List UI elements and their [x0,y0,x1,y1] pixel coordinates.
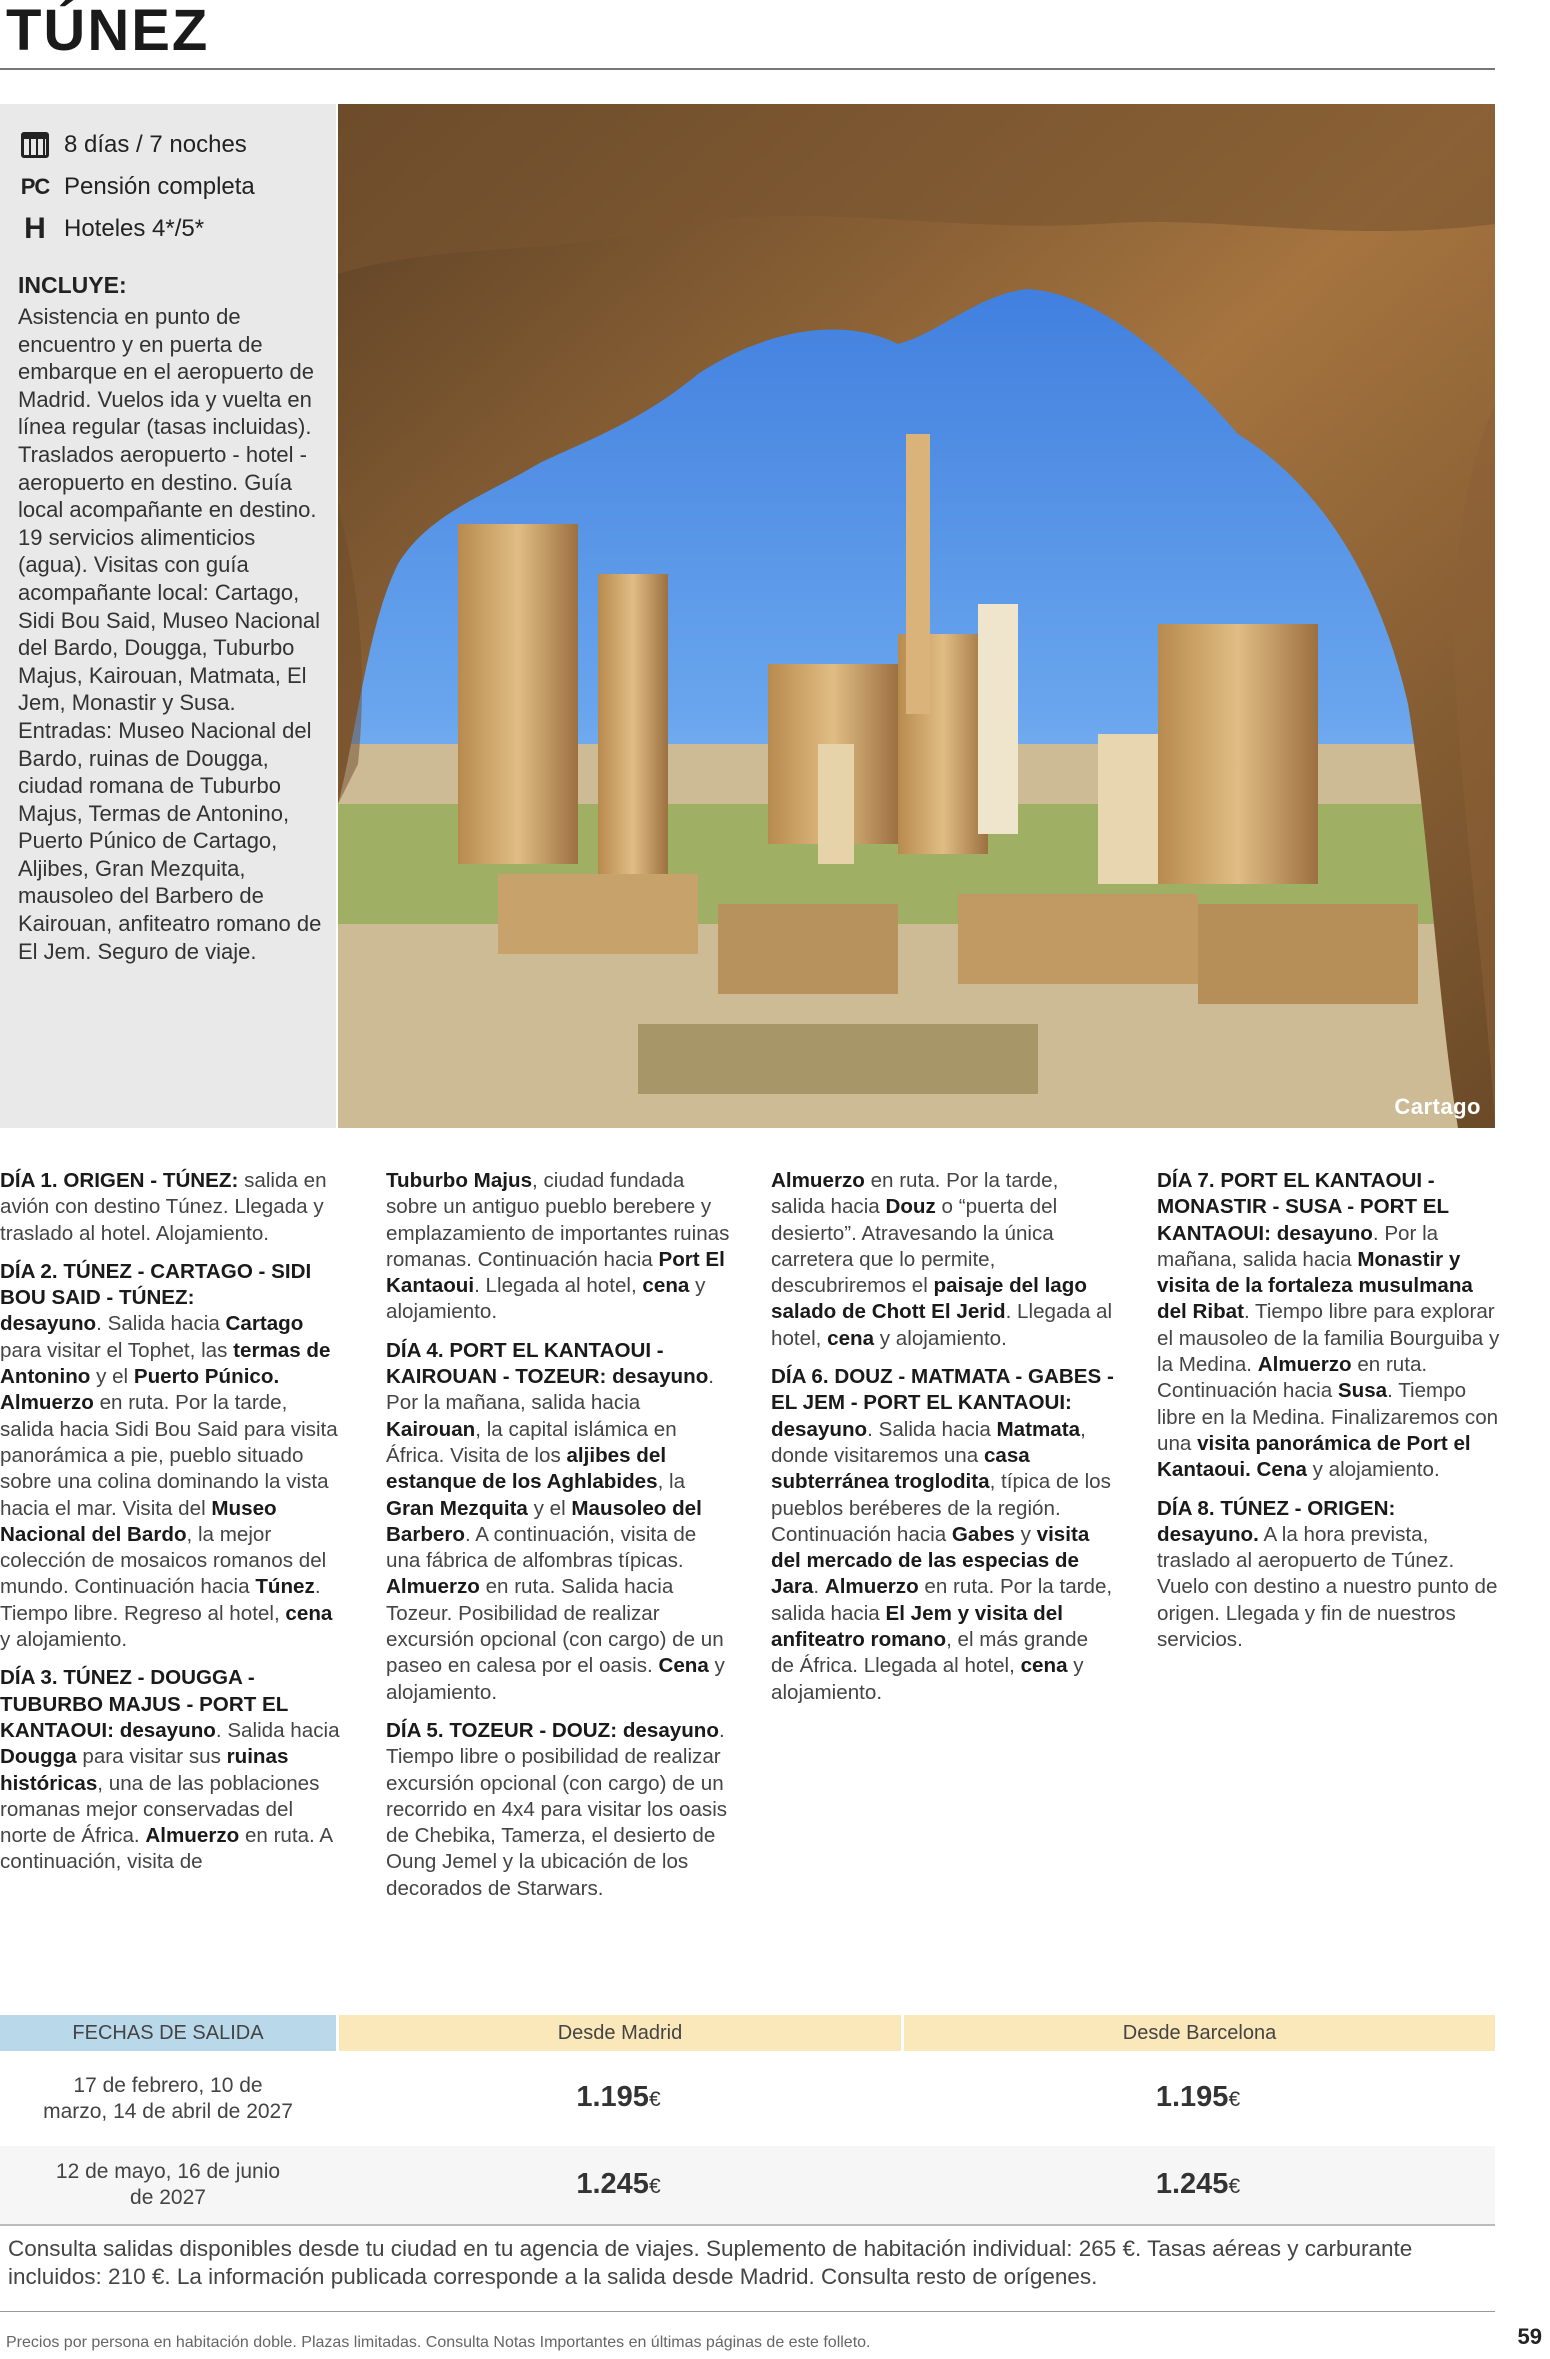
day-6-bold: El Jem y visita del anfiteatro romano [771,1601,1063,1652]
header-barcelona: Desde Barcelona [904,2015,1495,2051]
day-8 [1157,1496,1502,1654]
day-2-title: DÍA 2. TÚNEZ - CARTAGO - SIDI BOU SAID - TÚNEZ: [0,1259,312,1310]
day-3-text: , ciudad fundada sobre un antiguo pueblo berebere y emplazamiento de importantes ruinas romanas. Continuación hacia [386,1169,730,1271]
day-2-text: . Salida hacia [96,1312,226,1336]
itinerary-column-4 [1157,1168,1502,1665]
day-3-text: . Salida hacia [215,1718,340,1742]
price-value: 1.195 [576,2081,649,2113]
day-2-bold: Túnez [255,1575,315,1599]
day-1-text: salida en avión con destino Túnez. Llegada y traslado al hotel. Alojamiento. [0,1169,327,1245]
day-4-bold: Cena [658,1654,709,1678]
day-4-text: . A continuación, visita de una fábrica de alfombras típicas. [386,1522,697,1573]
day-3 [0,1665,345,1875]
price-value: 1.245 [1155,2167,1229,2200]
day-5 [386,1718,731,1902]
departure-note: Consulta salidas disponibles desde tu ciudad en tu agencia de viajes. Suplemento de habitación individual: 265 €. Tasas aéreas y carburante incluidos: 210 €. La información publicada corresponde a la salida desde Madrid. Consulta resto de orígenes. [8,2236,1413,2289]
day-4-title: DÍA 4. PORT EL KANTAOUI - KAIROUAN - TOZEUR: [386,1338,664,1389]
title-divider [0,68,1495,70]
day-3-text: . Llegada al hotel, [474,1274,643,1298]
day-2-text: en ruta. Por la tarde, salida hacia Sidi Bou Said para visita panorámica a pie, pueblo situado sobre una colina dominando la vista hacia el mar. Visita del [0,1391,338,1520]
day-7-text: en ruta. Continuación hacia [1157,1353,1428,1403]
footer-divider [0,2311,1495,2312]
table-row [0,2146,1495,2224]
duration-row [18,124,322,166]
day-3-bold: cena [642,1274,690,1298]
day-8-title: DÍA 8. TÚNEZ - ORIGEN: [1157,1496,1396,1520]
day-3-bold: Port El Kantaoui [386,1247,725,1298]
day-3-text: en ruta. A continuación, visita de [0,1824,332,1874]
day-3-continued [386,1168,731,1326]
day-6 [771,1364,1116,1706]
day-7-bold: Susa [1337,1379,1388,1403]
day-3-bold: desayuno [114,1718,216,1742]
day-5-bold: paisaje del lago salado de Chott El Jerid [771,1274,1087,1324]
currency-symbol: € [648,2174,661,2198]
day-2-text: y alojamiento. [0,1628,128,1652]
day-6-bold: Matmata [996,1417,1081,1441]
hotels-row [18,208,322,250]
day-4-text: . Por la mañana, salida hacia [386,1365,715,1415]
day-2-text: . Tiempo libre. Regreso al hotel, [0,1575,321,1625]
day-6-text: y [1014,1522,1037,1546]
day-6-text: , típica de los pueblos beréberes de la región. Continuación hacia [771,1470,1111,1546]
day-6-bold: cena [1020,1654,1068,1678]
day-5-bold: cena [827,1326,875,1350]
day-4-bold: Almuerzo [386,1575,480,1599]
day-4-text: en ruta. Salida hacia Tozeur. Posibilidad de realizar excursión opcional (con cargo) de un paseo en calesa por el oasis. [386,1575,724,1678]
day-4-text: , la capital islámica en África. Visita de los [386,1417,677,1467]
day-2-bold: termas de Antonino [0,1338,331,1389]
header-dates: FECHAS DE SALIDA [0,2015,336,2051]
day-1-title: DÍA 1. ORIGEN - TÚNEZ: [0,1169,239,1192]
day-4-text: , la [657,1470,686,1494]
itinerary-column-1 [0,1168,345,1888]
day-3-bold: Almuerzo [145,1824,240,1848]
day-4-bold: Mausoleo del Barbero [386,1496,702,1546]
day-2-bold: Museo Nacional del Bardo [0,1496,277,1546]
hotel-icon: H [24,212,46,245]
day-4-bold: Kairouan [386,1417,476,1441]
departure-dates: 17 de febrero, 10 de marzo, 14 de abril de 2027 [43,2073,293,2123]
day-7-text: y alojamiento. [1306,1458,1440,1482]
day-5-bold: Almuerzo [771,1169,865,1192]
ruins-illustration [338,104,1495,1128]
day-4-text: y alojamiento. [386,1654,725,1704]
day-2-text: para visitar el Tophet, las [0,1338,234,1362]
departure-dates: 12 de mayo, 16 de junio de 2027 [55,2160,281,2209]
table-row [0,2051,1495,2146]
board-icon: PC [20,174,50,199]
price-barcelona [901,2146,1495,2224]
day-8-text: A la hora prevista, traslado al aeropuerto de Túnez. Vuelo con destino a nuestro punto de origen. Llegada y fin de nuestros servicios. [1157,1522,1498,1652]
day-4-bold: Gran Mezquita [386,1496,528,1520]
price-barcelona [901,2051,1495,2146]
day-7-bold: desayuno [1271,1221,1373,1245]
day-7-title: DÍA 7. PORT EL KANTAOUI - MONASTIR - SUSA - PORT EL KANTAOUI: [1157,1169,1449,1245]
day-7-text: . Por la mañana, salida hacia [1157,1221,1439,1271]
table-divider [0,2224,1495,2226]
price-value: 1.195 [1155,2081,1229,2113]
day-4 [386,1338,731,1706]
day-3-bold: Tuburbo Majus [386,1169,533,1192]
day-4-text: y el [527,1496,572,1520]
day-5-bold: Douz [885,1195,936,1219]
day-7-bold: Almuerzo [1257,1353,1352,1377]
day-5-text: en ruta. Por la tarde, salida hacia [771,1169,1059,1219]
price-madrid [336,2146,901,2224]
day-2-bold: cena [285,1601,333,1625]
hotels-text: Hoteles 4*/5* [64,215,205,242]
itinerary-column-2 [386,1168,731,1914]
day-2 [0,1259,345,1653]
day-4-bold: desayuno [606,1365,709,1389]
includes-title: INCLUYE: [18,272,127,298]
day-5-continued [771,1168,1116,1352]
cartago-photo [338,104,1495,1128]
currency-symbol: € [1228,2088,1241,2111]
duration-text: 8 días / 7 noches [64,131,247,158]
day-6-text: . [813,1575,825,1599]
currency-symbol: € [1228,2174,1241,2198]
price-madrid [336,2051,901,2146]
day-2-bold: desayuno [0,1312,97,1336]
photo-caption: Cartago [1394,1094,1481,1119]
day-4-bold: aljibes del estanque de los Aghlabides [386,1443,667,1494]
day-6-text: , el más grande de África. Llegada al hotel, [771,1628,1089,1678]
day-2-bold: Cartago [225,1312,304,1336]
day-6-title: DÍA 6. DOUZ - MATMATA - GABES - EL JEM - PORT EL KANTAOUI: [771,1365,1114,1415]
day-3-bold: Dougga [0,1745,77,1769]
day-6-bold: Almuerzo [824,1575,919,1599]
day-2-text: , la mejor colección de mosaicos romanos del mundo. Continuación hacia [0,1522,327,1599]
calendar-icon [18,130,52,160]
page-number: 59 [1517,2324,1542,2349]
day-7-text: . Tiempo libre para explorar el mausoleo de la familia Bourguiba y la Medina. [1157,1300,1500,1377]
day-6-bold: visita del mercado de las especias de Jara [771,1522,1090,1599]
page-title: TÚNEZ [6,0,210,63]
day-7-text: . Tiempo libre en la Medina. Finalizaremos con una [1157,1379,1499,1455]
trip-summary-panel [0,104,336,1128]
day-3-text: , una de las poblaciones romanas mejor conservadas del norte de África. [0,1771,320,1848]
day-5-text: o “puerta del desierto”. Atravesando la única carretera que lo permite, descubriremos el [771,1195,1058,1298]
day-7-bold: Monastir y visita de la fortaleza musulmana del Ribat [1157,1247,1473,1324]
day-6-bold: desayuno [771,1417,868,1441]
day-2-bold: Puerto Púnico. Almuerzo [0,1365,280,1415]
board-text: Pensión completa [64,173,255,200]
header-madrid: Desde Madrid [339,2015,901,2051]
footer-text: Precios por persona en habitación doble. Plazas limitadas. Consulta Notas Importantes en últimas páginas de este folleto. [6,2334,871,2351]
itinerary-column-3 [771,1168,1116,1718]
day-7 [1157,1168,1502,1484]
day-3-title: DÍA 3. TÚNEZ - DOUGGA - TUBURBO MAJUS - PORT EL KANTAOUI: [0,1666,288,1742]
currency-symbol: € [648,2088,661,2111]
day-6-text: y alojamiento. [771,1654,1084,1704]
day-6-bold: Gabes [951,1522,1015,1546]
day-8-bold: desayuno. [1157,1522,1259,1546]
day-3-text: para visitar sus [76,1745,227,1769]
prices-table [0,2015,1495,2226]
day-6-text: , donde visitaremos una [771,1417,1086,1467]
day-5-bold: desayuno [617,1718,719,1742]
day-5-title: DÍA 5. TOZEUR - DOUZ: [386,1718,618,1742]
price-value: 1.245 [576,2167,649,2200]
day-6-bold: casa subterránea troglodita [771,1443,1030,1494]
day-5-text: . Tiempo libre o posibilidad de realizar excursión opcional (con cargo) de un recorrido en 4x4 para visitar los oasis de Chebika, Tamerza, el desierto de Oung Jemel y la ubicación de los decorados de Starwars. [386,1718,728,1900]
day-6-text: en ruta. Por la tarde, salida hacia [771,1575,1113,1625]
table-header [0,2015,1495,2051]
includes-text: Asistencia en punto de encuentro y en puerta de embarque en el aeropuerto de Madrid. Vuelos ida y vuelta en línea regular (tasas incluidas). Traslados aeropuerto - hotel - aeropuerto en destino. Guía local acompañante en destino. 19 servicios alimenticios (agua). Visitas con guía acompañante local: Cartago, Sidi Bou Said, Museo Nacional del Bardo, Dougga, Tuburbo Majus, Kairouan, Matmata, El Jem, Monastir y Susa. Entradas: Museo Nacional del Bardo, ruinas de Dougga, ciudad romana de Tuburbo Majus, Termas de Antonino, Puerto Púnico de Cartago, Aljibes, Gran Mezquita, mausoleo del Barbero de Kairouan, anfiteatro romano de El Jem. Seguro de viaje. [18,304,322,964]
board-row [18,166,322,208]
day-3-text: y alojamiento. [386,1274,706,1324]
day-2-text: y el [90,1365,134,1389]
day-5-text: y alojamiento. [874,1326,1007,1350]
day-1 [0,1168,345,1247]
day-7-bold: visita panorámica de Port el Kantaoui. Cena [1157,1431,1471,1482]
day-3-bold: ruinas históricas [0,1745,289,1795]
day-5-text: . Llegada al hotel, [771,1300,1113,1350]
day-6-text: . Salida hacia [867,1417,997,1441]
